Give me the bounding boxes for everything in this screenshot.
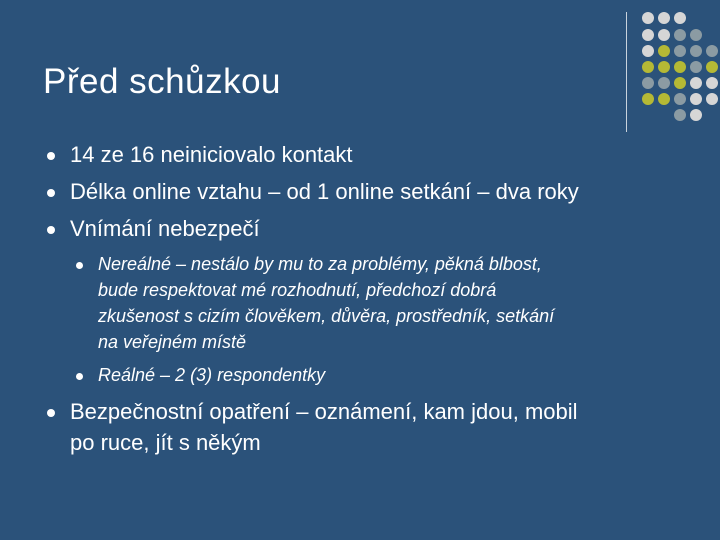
- decorative-dot: [658, 12, 670, 24]
- decorative-dot: [690, 109, 702, 121]
- sub-bullet-dot: [76, 373, 83, 380]
- decorative-dot-grid: [640, 10, 720, 130]
- sub-bullet-text: Reálné – 2 (3) respondentky: [98, 365, 326, 385]
- decorative-dot: [642, 12, 654, 24]
- sub-bullet-text: zkušenost s cizím člověkem, důvěra, prostředník, setkání: [98, 306, 555, 326]
- bullet-text: Vnímání nebezpečí: [70, 216, 260, 241]
- decorative-dot: [706, 93, 718, 105]
- decorative-dot: [674, 93, 686, 105]
- sub-bullet-dot: [76, 262, 83, 269]
- bullet-text: Délka online vztahu – od 1 online setkání – dva roky: [70, 179, 579, 204]
- decorative-dot: [706, 61, 718, 73]
- title-divider-line: [626, 12, 627, 132]
- sub-bullet-text: Nereálné – nestálo by mu to za problémy, pěkná blbost,: [98, 254, 542, 274]
- decorative-dot: [690, 29, 702, 41]
- decorative-dot: [690, 45, 702, 57]
- decorative-dot: [690, 93, 702, 105]
- decorative-dot: [674, 45, 686, 57]
- decorative-dot: [658, 77, 670, 89]
- decorative-dot: [658, 93, 670, 105]
- decorative-dot: [642, 45, 654, 57]
- bullet-text: po ruce, jít s někým: [70, 430, 261, 455]
- decorative-dot: [706, 45, 718, 57]
- decorative-dot: [642, 93, 654, 105]
- decorative-dot: [642, 77, 654, 89]
- sub-bullet-text: na veřejném místě: [98, 332, 247, 352]
- bullet-dot: [47, 152, 55, 160]
- decorative-dot: [658, 61, 670, 73]
- slide-title: Před schůzkou: [43, 62, 282, 101]
- bullet-dot: [47, 189, 55, 197]
- decorative-dot: [674, 61, 686, 73]
- bullet-text: Bezpečnostní opatření – oznámení, kam jdou, mobil: [70, 399, 578, 424]
- bullet-dot: [47, 226, 55, 234]
- decorative-dot: [642, 61, 654, 73]
- decorative-dot: [706, 77, 718, 89]
- decorative-dot: [642, 29, 654, 41]
- decorative-dot: [690, 77, 702, 89]
- decorative-dot: [674, 77, 686, 89]
- sub-bullet-text: bude respektovat mé rozhodnutí, předchozí dobrá: [98, 280, 497, 300]
- decorative-dot: [674, 12, 686, 24]
- decorative-dot: [690, 61, 702, 73]
- bullet-dot: [47, 409, 55, 417]
- decorative-dot: [674, 109, 686, 121]
- decorative-dot: [658, 29, 670, 41]
- bullet-text: 14 ze 16 neiniciovalo kontakt: [70, 142, 353, 167]
- decorative-dot: [658, 45, 670, 57]
- decorative-dot: [674, 29, 686, 41]
